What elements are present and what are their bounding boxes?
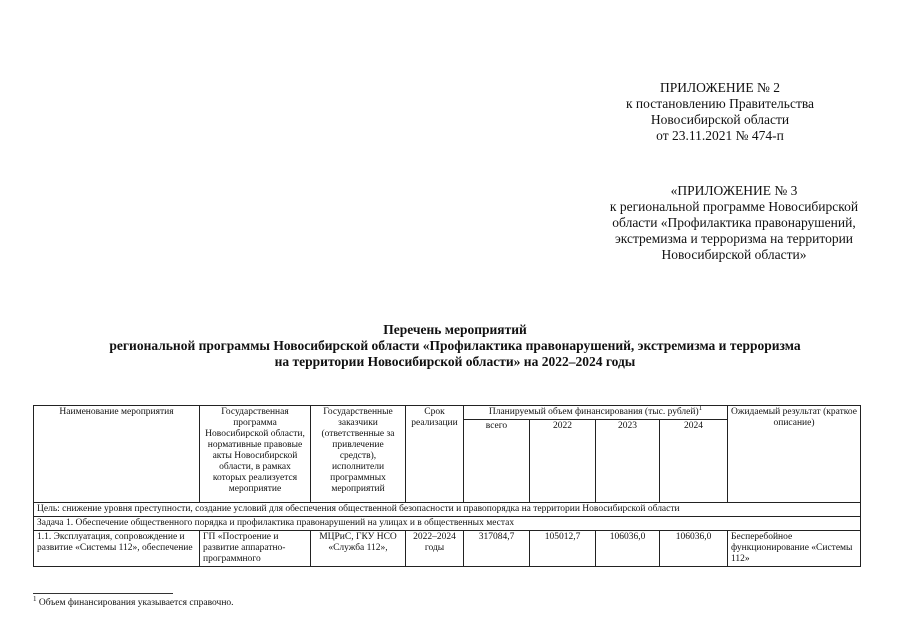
approval-2-line5: Новосибирской области» — [661, 247, 807, 262]
row1-term: 2022–2024 годы — [406, 531, 464, 567]
row1-program: ГП «Построение и развитие аппаратно-программного — [200, 531, 311, 567]
header-funding-sup: 1 — [698, 405, 703, 412]
row1-result: Бесперебойное функционирование «Системы 112» — [728, 531, 861, 567]
header-2022: 2022 — [530, 420, 596, 503]
header-term: Срок реализации — [406, 406, 464, 503]
title-line2: региональной программы Новосибирской области «Профилактика правонарушений, экстремизма и терроризма — [109, 338, 801, 353]
approval-2-line4: экстремизма и терроризма на территории — [614, 231, 854, 246]
approval-1-line2: к постановлению Правительства — [625, 96, 815, 111]
row1-total: 317084,7 — [464, 531, 530, 567]
approval-1-line3: Новосибирской области — [650, 112, 790, 127]
header-funding-text: Планируемый объем финансирования (тыс. рублей) — [488, 407, 699, 417]
header-total: всего — [464, 420, 530, 503]
document-title — [40, 322, 870, 370]
footnote-sup: 1 — [33, 594, 37, 603]
title-line1: Перечень мероприятий — [383, 322, 527, 337]
header-customers: Государственные заказчики (ответственные за привлечение средств), исполнители программных мероприятий — [311, 406, 406, 503]
header-result: Ожидаемый результат (краткое описание) — [728, 406, 861, 503]
header-2024: 2024 — [660, 420, 728, 503]
header-2023: 2023 — [596, 420, 660, 503]
header-funding — [464, 406, 728, 420]
header-program: Государственная программа Новосибирской области, нормативные правовые акты Новосибирской области, в рамках которых реализуется мероприятие — [200, 406, 311, 503]
title-line3: на территории Новосибирской области» на 2022–2024 годы — [274, 354, 636, 369]
approval-2-line2: к региональной программе Новосибирской — [609, 199, 859, 214]
goal-cell: Цель: снижение уровня преступности, создание условий для обеспечения общественной безопасности и правопорядка на территории Новосибирской области — [34, 503, 861, 517]
task-row — [34, 517, 861, 531]
row1-2022: 105012,7 — [530, 531, 596, 567]
approval-block-program — [584, 183, 884, 263]
row1-name: 1.1. Эксплуатация, сопровождение и развитие «Системы 112», обеспечение — [34, 531, 200, 567]
footnote-text: Объем финансирования указывается справочно. — [38, 598, 234, 608]
header-name: Наименование мероприятия — [34, 406, 200, 503]
activities-table — [33, 405, 861, 567]
approval-2-line1: «ПРИЛОЖЕНИЕ № 3 — [670, 183, 798, 198]
row1-customers: МЦРиС, ГКУ НСО «Служба 112», — [311, 531, 406, 567]
footnote — [33, 594, 234, 608]
approval-1-line1: ПРИЛОЖЕНИЕ № 2 — [659, 80, 781, 95]
footnote-divider — [33, 593, 173, 594]
goal-row — [34, 503, 861, 517]
row1-2024: 106036,0 — [660, 531, 728, 567]
approval-2-line3: области «Профилактика правонарушений, — [612, 215, 856, 230]
row1-2023: 106036,0 — [596, 531, 660, 567]
task-cell: Задача 1. Обеспечение общественного порядка и профилактика правонарушений на улицах и в общественных местах — [34, 517, 861, 531]
approval-1-line4: от 23.11.2021 № 474-п — [656, 128, 784, 143]
approval-block-decree — [600, 80, 840, 144]
table-row — [34, 531, 861, 567]
